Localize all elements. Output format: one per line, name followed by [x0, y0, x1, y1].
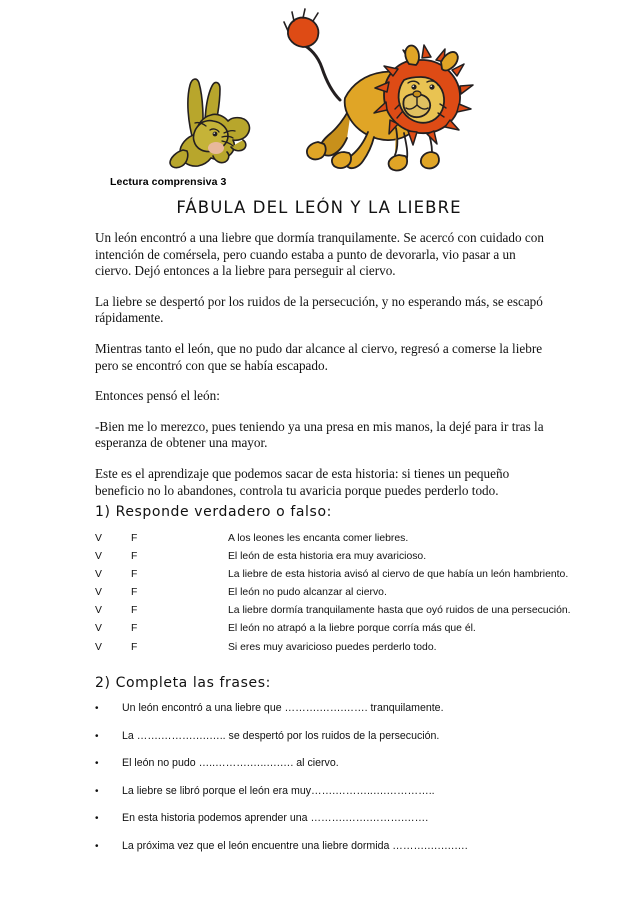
statement-text: El león de esta historia era muy avaricioso. — [228, 551, 427, 563]
page-title: FÁBULA DEL LEÓN Y LA LIEBRE — [176, 197, 462, 218]
option-false[interactable]: F — [131, 533, 138, 544]
fill-in-sentence[interactable]: La liebre se libró porque el león era muy…….………..….………….. — [122, 784, 435, 797]
story-paragraph: Un león encontró a una liebre que dormía tranquilamente. Se acercó con cuidado con intención de comérsela, pero cuando estaba a punto de devorarla, vio pasar a un ciervo. Dejó entonces a la liebre para perseguir al ciervo. — [95, 230, 544, 279]
list-item[interactable] — [95, 702, 575, 730]
table-row[interactable] — [95, 551, 565, 569]
story-paragraph: La liebre se despertó por los ruidos de la persecución, y no esperando más, se escapó rápidamente. — [95, 293, 543, 326]
fill-in-sentence[interactable]: La próxima vez que el león encuentre una liebre dormida ……….….….…. — [122, 839, 468, 852]
fill-in-list — [95, 702, 575, 867]
table-row[interactable] — [95, 533, 565, 551]
story-paragraph: -Bien me lo merezco, pues teniendo ya una presa en mis manos, la dejé para ir tras la esperanza de obtener una mayor. — [95, 418, 544, 451]
option-true[interactable]: V — [95, 623, 102, 635]
option-true[interactable]: V — [95, 551, 102, 563]
list-item[interactable] — [95, 812, 575, 840]
exercise-1-heading: 1) Responde verdadero o falso: — [95, 504, 332, 520]
statement-text: El león no pudo alcanzar al ciervo. — [228, 587, 387, 599]
story-paragraph: Mientras tanto el león, que no pudo dar alcance al ciervo, regresó a comerse la liebre pero se encontró con que se había escapado. — [95, 340, 543, 373]
table-row[interactable] — [95, 623, 565, 641]
table-row[interactable] — [95, 569, 569, 587]
option-false[interactable]: F — [131, 551, 138, 563]
fill-in-sentence[interactable]: La …….……….….….. se despertó por los ruidos de la persecución. — [122, 729, 440, 742]
true-false-list — [95, 533, 571, 660]
option-true[interactable]: V — [95, 587, 102, 599]
option-true[interactable]: V — [95, 533, 102, 544]
table-row[interactable] — [95, 605, 571, 623]
option-true[interactable]: V — [95, 605, 102, 617]
table-row[interactable] — [95, 642, 565, 660]
bullet-icon: • — [95, 840, 99, 852]
lion-and-hare-illustration — [0, 0, 638, 172]
statement-text: La liebre de esta historia avisó al ciervo de que había un león hambriento. — [228, 569, 569, 581]
table-row[interactable] — [95, 587, 565, 605]
worksheet-kicker: Lectura comprensiva 3 — [110, 176, 227, 188]
fill-in-sentence[interactable]: El león no pudo …..……….…..….…. al ciervo. — [122, 757, 339, 769]
statement-text: La liebre dormía tranquilamente hasta que oyó ruidos de una persecución. — [228, 605, 571, 617]
bullet-icon: • — [95, 785, 99, 797]
fill-in-sentence[interactable]: Un león encontró a una liebre que ……….…….……. tranquilamente. — [122, 702, 444, 714]
statement-text: A los leones les encanta comer liebres. — [228, 533, 409, 544]
list-item[interactable] — [95, 730, 575, 758]
fill-in-sentence[interactable]: En esta historia podemos aprender una ……….…….……….……. — [122, 812, 429, 824]
option-false[interactable]: F — [131, 569, 138, 581]
statement-text: Si eres muy avaricioso puedes perderlo todo. — [228, 641, 437, 653]
statement-text: El león no atrapó a la liebre porque corría más que él. — [228, 623, 476, 635]
option-true[interactable]: V — [95, 569, 102, 581]
list-item[interactable] — [95, 785, 575, 813]
story-paragraph: Entonces pensó el león: — [95, 388, 220, 404]
bullet-icon: • — [95, 730, 99, 742]
list-item[interactable] — [95, 840, 575, 868]
lion-and-hare-svg — [0, 0, 638, 172]
exercise-2-heading: 2) Completa las frases: — [95, 675, 271, 691]
option-false[interactable]: F — [131, 587, 138, 599]
story-body — [95, 230, 550, 513]
option-false[interactable]: F — [131, 641, 138, 653]
option-false[interactable]: F — [131, 605, 138, 617]
bullet-icon: • — [95, 703, 99, 714]
exercise-2-section — [95, 675, 550, 691]
exercise-1-section — [95, 504, 550, 520]
option-false[interactable]: F — [131, 623, 138, 635]
story-paragraph: Este es el aprendizaje que podemos sacar de esta historia: si tienes un pequeño beneficio no lo abandones, controla tu avaricia porque puedes perderlo todo. — [95, 465, 510, 498]
list-item[interactable] — [95, 757, 575, 785]
bullet-icon: • — [95, 758, 99, 769]
option-true[interactable]: V — [95, 641, 102, 653]
bullet-icon: • — [95, 813, 99, 824]
